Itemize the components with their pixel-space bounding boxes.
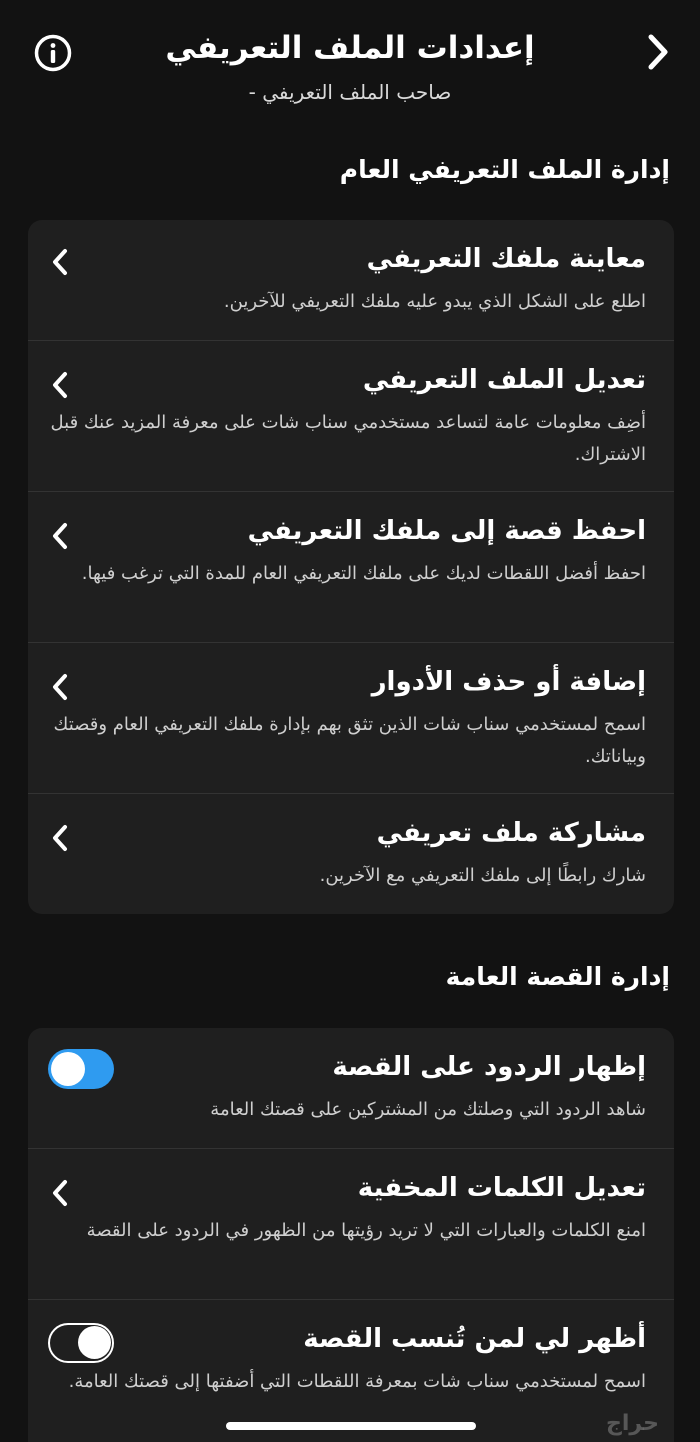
row-edit-hidden-words[interactable] <box>28 1149 674 1300</box>
watermark: حراج <box>606 1411 659 1436</box>
chevron-right-icon <box>647 34 669 70</box>
row-description: شارك رابطًا إلى ملفك التعريفي مع الآخرين. <box>319 865 646 886</box>
chevron-left-icon <box>48 522 72 550</box>
row-manage-roles[interactable] <box>28 643 674 794</box>
chevron-left-icon <box>48 1179 72 1207</box>
row-description: امنع الكلمات والعبارات التي لا تريد رؤيتها من الظهور في الردود على القصة <box>86 1220 646 1241</box>
row-title: معاينة ملفك التعريفي <box>366 244 646 274</box>
home-indicator[interactable] <box>226 1422 476 1430</box>
row-title: مشاركة ملف تعريفي <box>376 818 646 848</box>
info-icon <box>34 34 72 72</box>
toggle-knob <box>78 1326 111 1359</box>
toggle-knob <box>51 1052 85 1086</box>
chevron-left-icon <box>48 673 72 701</box>
row-description: اسمح لمستخدمي سناب شات الذين تثق بهم بإدارة ملفك التعريفي العام وقصتك وبياناتك. <box>53 714 646 767</box>
row-preview-profile[interactable] <box>28 220 674 341</box>
row-title: تعديل الكلمات المخفية <box>357 1173 646 1203</box>
chevron-left-icon <box>48 371 72 399</box>
chevron-left-icon <box>48 248 72 276</box>
chevron-left-icon <box>48 824 72 852</box>
row-title: تعديل الملف التعريفي <box>362 365 646 395</box>
row-description: أضِف معلومات عامة لتساعد مستخدمي سناب شات على معرفة المزيد عنك قبل الاشتراك. <box>50 412 646 465</box>
row-edit-profile[interactable] <box>28 341 674 492</box>
row-title: إظهار الردود على القصة <box>332 1052 646 1082</box>
page-title: إعدادات الملف التعريفي <box>165 30 535 66</box>
page-subtitle: صاحب الملف التعريفي - <box>248 80 452 104</box>
row-description: اسمح لمستخدمي سناب شات بمعرفة اللقطات التي أضفتها إلى قصتك العامة. <box>68 1371 646 1392</box>
row-story-attribution <box>28 1300 674 1442</box>
row-share-profile[interactable] <box>28 794 674 914</box>
story-replies-toggle[interactable] <box>48 1049 114 1089</box>
row-title: إضافة أو حذف الأدوار <box>371 667 646 697</box>
story-attribution-toggle[interactable] <box>48 1323 114 1363</box>
row-description: اطلع على الشكل الذي يبدو عليه ملفك التعريفي للآخرين. <box>223 291 646 312</box>
row-save-story[interactable] <box>28 492 674 643</box>
section-heading-public-story: إدارة القصة العامة <box>445 962 670 991</box>
back-button[interactable] <box>638 30 678 74</box>
public-story-card <box>28 1028 674 1442</box>
header <box>0 0 700 140</box>
info-button[interactable] <box>33 33 73 73</box>
section-heading-public-profile: إدارة الملف التعريفي العام <box>339 155 670 184</box>
row-description: احفظ أفضل اللقطات لديك على ملفك التعريفي العام للمدة التي ترغب فيها. <box>81 563 646 584</box>
public-profile-card <box>28 220 674 914</box>
row-description: شاهد الردود التي وصلتك من المشتركين على قصتك العامة <box>210 1099 646 1120</box>
row-show-story-replies <box>28 1028 674 1149</box>
row-title: أظهر لي لمن تُنسب القصة <box>303 1324 646 1354</box>
row-title: احفظ قصة إلى ملفك التعريفي <box>247 516 646 546</box>
